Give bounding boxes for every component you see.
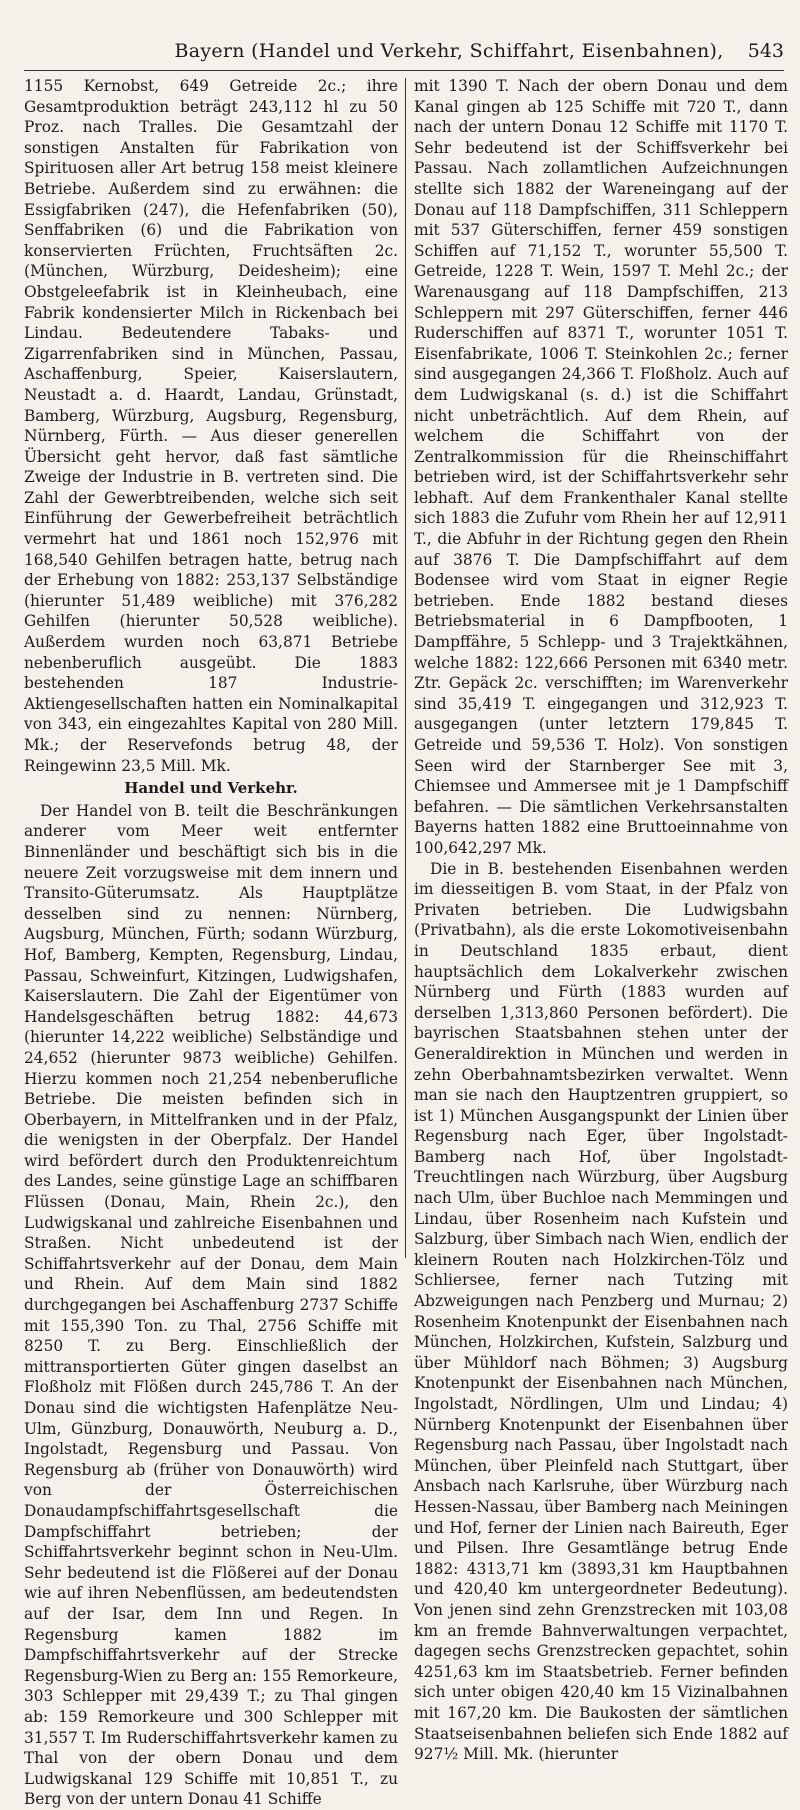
- left-column: [24, 76, 398, 1810]
- paragraph: Die in B. bestehenden Eisenbahnen werden im diesseitigen B. vom Staat, in der Pfalz von Privaten betrieben. Die Ludwigsbahn (Privatbahn), als die erste Lokomotiveisenbahn in Deutschland 1835 erbaut, dient hauptsächlich dem Lokalverkehr zwischen Nürnberg und Fürth (1883 wurden auf derselben 1,313,860 Personen befördert). Die bayrischen Staatsbahnen stehen unter der Generaldirektion in München und werden in zehn Oberbahnamtsbezirken verwaltet. Wenn man sie nach den Hauptzentren gruppiert, so ist 1) München Ausgangspunkt der Linien über Regensburg nach Eger, über Ingolstadt-Bamberg nach Hof, über Ingolstadt-Treuchtlingen nach Würzburg, über Augsburg nach Ulm, über Buchloe nach Memmingen und Lindau, über Rosenheim nach Kufstein und Salzburg, über Simbach nach Wien, endlich der kleinern Routen nach Holzkirchen-Tölz und Schliersee, ferner nach Tutzing mit Abzweigungen nach Penzberg und Murnau; 2) Rosenheim Knotenpunkt der Eisenbahnen nach München, Holzkirchen, Kufstein, Salzburg und über Mühldorf nach Böhmen; 3) Augsburg Knotenpunkt der Eisenbahnen nach München, Ingolstadt, Nördlingen, Ulm und Lindau; 4) Nürnberg Knotenpunkt der Eisenbahnen über Regensburg nach Passau, über Ingolstadt nach München, über Pleinfeld nach Stuttgart, über Ansbach nach Karlsruhe, über Würzburg nach Hessen-Nassau, über Bamberg nach Meiningen und Hof, ferner der Linien nach Baireuth, Eger und Pilsen. Ihre Gesamtlänge betrug Ende 1882: 4313,71 km (3893,31 km Hauptbahnen und 420,40 km untergeordneter Bedeutung). Von jenen sind zehn Grenzstrecken mit 103,08 km an fremde Bahnverwaltungen verpachtet, dagegen sechs Grenzstrecken gepachtet, sohin 4251,63 km im Staatsbetrieb. Ferner befinden sich unter obigen 420,40 km 15 Vizinalbahnen mit 167,20 km. Die Baukosten der sämtlichen Staatseisenbahnen beliefen sich Ende 1882 auf 927½ Mill. Mk. (hierunter: [414, 859, 788, 1764]
- running-header: [24, 38, 784, 71]
- paragraph: mit 1390 T. Nach der obern Donau und dem Kanal gingen ab 125 Schiffe mit 720 T., dann nach der untern Donau 12 Schiffe mit 1170 T. Sehr bedeutend ist der Schiffsverkehr bei Passau. Nach zollamtlichen Aufzeichnungen stellte sich 1882 der Wareneingang auf der Donau auf 118 Dampfschiffen, 311 Schleppern mit 537 Güterschiffen, ferner 459 sonstigen Schiffen auf 71,152 T., worunter 55,500 T. Getreide, 1228 T. Wein, 1597 T. Mehl 2c.; der Warenausgang auf 118 Dampfschiffen, 213 Schleppern mit 297 Güterschiffen, ferner 446 Ruderschiffen auf 8371 T., worunter 1051 T. Eisenfabrikate, 1006 T. Steinkohlen 2c.; ferner sind ausgegangen 24,366 T. Floßholz. Auch auf dem Ludwigskanal (s. d.) ist die Schiffahrt nicht unbeträchtlich. Auf dem Rhein, auf welchem die Schiffahrt von der Zentralkommission für die Rheinschiffahrt betrieben wird, ist der Schiffahrtsverkehr sehr lebhaft. Auf dem Frankenthaler Kanal stellte sich 1883 die Zufuhr vom Rhein her auf 12,911 T., die Abfuhr in der Richtung gegen den Rhein auf 3876 T. Die Dampfschiffahrt auf dem Bodensee wird vom Staat in eigner Regie betrieben. Ende 1882 bestand dieses Betriebsmaterial in 6 Dampfbooten, 1 Dampffähre, 5 Schlepp- und 3 Trajektkähnen, welche 1882: 122,666 Personen mit 6340 metr. Ztr. Gepäck 2c. verschifften; im Warenverkehr sind 35,419 T. eingegangen und 312,923 T. ausgegangen (unter letztern 179,845 T. Getreide und 59,536 T. Holz). Von sonstigen Seen wird der Starnberger See mit 3, Chiemsee und Ammersee mit je 1 Dampfschiff befahren. — Die sämtlichen Verkehrsanstalten Bayerns hatten 1882 eine Bruttoeinnahme von 100,642,297 Mk.: [414, 77, 788, 857]
- paragraph: 1155 Kernobst, 649 Getreide 2c.; ihre Gesamtproduktion beträgt 243,112 hl zu 50 Proz. nach Tralles. Die Gesamtzahl der sonstigen Anstalten für Fabrikation von Spirituosen aller Art betrug 158 meist kleinere Betriebe. Außerdem sind zu erwähnen: die Essigfabriken (247), die Hefenfabriken (50), Senffabriken (6) und die Fabrikation von konservierten Früchten, Fruchtsäften 2c. (München, Würzburg, Deidesheim); eine Obstgeleefabrik ist in Kleinheubach, eine Fabrik kondensierter Milch in Rickenbach bei Lindau. Bedeutendere Tabaks- und Zigarrenfabriken sind in München, Passau, Aschaffenburg, Speier, Kaiserslautern, Neustadt a. d. Haardt, Landau, Grünstadt, Bamberg, Würzburg, Augsburg, Regensburg, Nürnberg, Fürth. — Aus dieser generellen Übersicht geht hervor, daß fast sämtliche Zweige der Industrie in B. vertreten sind. Die Zahl der Gewerbtreibenden, welche sich seit Einführung der Gewerbefreiheit beträchtlich vermehrt hat und 1861 noch 152,976 mit 168,540 Gehilfen betragen hatte, betrug nach der Erhebung von 1882: 253,137 Selbständige (hierunter 51,489 weibliche) mit 376,282 Gehilfen (hierunter 50,528 weibliche). Außerdem wurden noch 63,871 Betriebe nebenberuflich ausgeübt. Die 1883 bestehenden 187 Industrie-Aktiengesellschaften hatten ein Nominalkapital von 343, ein eingezahltes Kapital von 280 Mill. Mk.; der Reservefonds betrug 48, der Reingewinn 23,5 Mill. Mk.: [24, 77, 398, 775]
- section-heading: Handel und Verkehr.: [124, 779, 298, 798]
- page: [24, 0, 788, 1809]
- paragraph: Der Handel von B. teilt die Beschränkungen anderer vom Meer weit entfernter Binnenländer und beschäftigt sich bis in die neuere Zeit vorzugsweise mit dem innern und Transito-Güterumsatz. Als Hauptplätze desselben sind zu nennen: Nürnberg, Augsburg, München, Fürth; sodann Würzburg, Hof, Bamberg, Kempten, Regensburg, Lindau, Passau, Schweinfurt, Kitzingen, Ludwigshafen, Kaiserslautern. Die Zahl der Eigentümer von Handelsgeschäften betrug 1882: 44,673 (hierunter 14,222 weibliche) Selbständige und 24,652 (hierunter 9873 weibliche) Gehilfen. Hierzu kommen noch 21,254 nebenberufliche Betriebe. Die meisten befinden sich in Oberbayern, in Mittelfranken und in der Pfalz, die wenigsten in der Oberpfalz. Der Handel wird befördert durch den Produktenreichtum des Landes, seine günstige Lage an schiffbaren Flüssen (Donau, Main, Rhein 2c.), den Ludwigskanal und zahlreiche Eisenbahnen und Straßen. Nicht unbedeutend ist der Schiffahrtsverkehr auf der Donau, dem Main und Rhein. Auf dem Main sind 1882 durchgegangen bei Aschaffenburg 2737 Schiffe mit 155,390 Ton. zu Thal, 2756 Schiffe mit 8250 T. zu Berg. Einschließlich der mittransportierten Güter gingen daselbst an Floßholz mit Flößen durch 245,786 T. An der Donau sind die wichtigsten Hafenplätze Neu-Ulm, Günzburg, Donauwörth, Neuburg a. D., Ingolstadt, Regensburg und Passau. Von Regensburg ab (früher von Donauwörth) wird von der Österreichischen Donaudampfschiffahrtsgesellschaft die Dampfschiffahrt betrieben; der Schiffahrtsverkehr beginnt schon in Neu-Ulm. Sehr bedeutend ist die Flößerei auf der Donau wie auf ihren Nebenflüssen, am bedeutendsten auf der Isar, dem Inn und Regen. In Regensburg kamen 1882 im Dampfschiffahrtsverkehr auf der Strecke Regensburg-Wien zu Berg an: 155 Remorkeure, 303 Schlepper mit 29,439 T.; zu Thal gingen ab: 159 Remorkeure und 300 Schlepper mit 31,557 T. Im Ruderschiffahrtsverkehr kamen zu Thal von der obern Donau und dem Ludwigskanal 129 Schiffe mit 10,851 T., zu Berg von der untern Donau 41 Schiffe: [24, 801, 398, 1809]
- right-column: [414, 76, 788, 1765]
- running-title: Bayern (Handel und Verkehr, Schiffahrt, Eisenbahnen),: [174, 40, 724, 62]
- page-number: 543: [747, 40, 784, 62]
- column-divider: [405, 78, 406, 1258]
